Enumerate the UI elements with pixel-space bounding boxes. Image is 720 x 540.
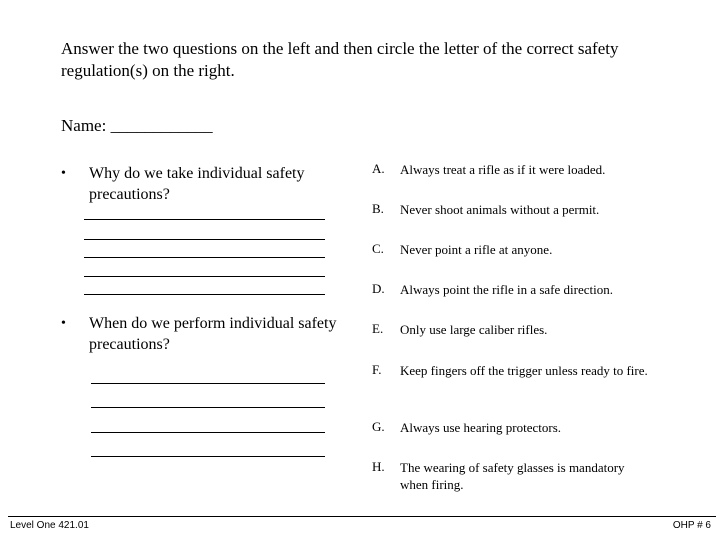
bullet-2: • (61, 316, 66, 331)
answer-line-1-1 (84, 219, 325, 220)
option-e-text: Only use large caliber rifles. (400, 322, 548, 337)
question-2-text: When do we perform individual safety precautions? (89, 315, 337, 353)
option-a-text: Always treat a rifle as if it were loaded. (400, 162, 606, 177)
answer-line-2-4 (91, 456, 325, 457)
option-b-letter[interactable]: B. (372, 201, 384, 216)
instructions-text: Answer the two questions on the left and then circle the letter of the correct safety regulation(s) on the right. (61, 39, 619, 80)
option-c-letter[interactable]: C. (372, 241, 384, 256)
option-d-text: Always point the rifle in a safe direction. (400, 282, 613, 297)
option-h-text: The wearing of safety glasses is mandatory when firing. (400, 460, 625, 492)
option-c-text: Never point a rifle at anyone. (400, 242, 553, 257)
answer-line-1-2 (84, 239, 325, 240)
footer-divider (8, 516, 716, 517)
option-a-letter[interactable]: A. (372, 161, 385, 176)
option-h-letter[interactable]: H. (372, 459, 385, 474)
bullet-1: • (61, 166, 66, 181)
answer-line-1-3 (84, 257, 325, 258)
option-f-text: Keep fingers off the trigger unless ready to fire. (400, 363, 648, 378)
answer-line-1-5 (84, 294, 325, 295)
question-1-text: Why do we take individual safety precautions? (89, 165, 305, 203)
option-d-letter[interactable]: D. (372, 281, 385, 296)
option-g-text: Always use hearing protectors. (400, 420, 562, 435)
answer-line-2-3 (91, 432, 325, 433)
answer-line-1-4 (84, 276, 325, 277)
option-b-text: Never shoot animals without a permit. (400, 202, 600, 217)
footer-slide-number: OHP # 6 (672, 520, 711, 531)
name-field-label: Name: ____________ (61, 116, 213, 135)
option-e-letter[interactable]: E. (372, 321, 384, 336)
option-g-letter[interactable]: G. (372, 419, 385, 434)
answer-line-2-1 (91, 383, 325, 384)
option-f-letter[interactable]: F. (372, 362, 382, 377)
answer-line-2-2 (91, 407, 325, 408)
footer-course-code: Level One 421.01 (10, 520, 89, 531)
